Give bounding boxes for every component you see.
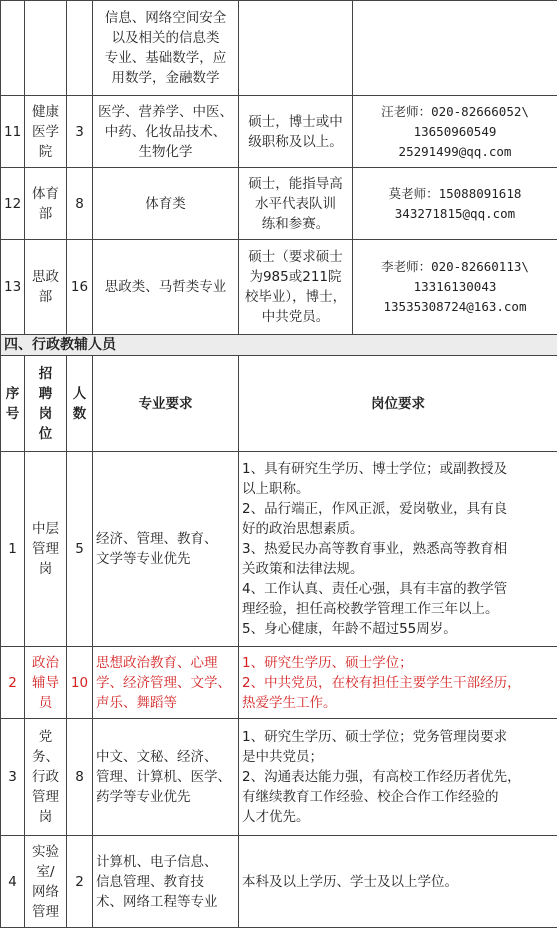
row-dept: 政治 辅导 员	[25, 647, 67, 719]
row-number: 4	[1, 836, 25, 928]
row-number: 12	[1, 168, 25, 240]
row-requirement: 硕士，能指导高 水平代表队训 练和参赛。	[239, 168, 353, 240]
row-contact: 李老师：020-82660113\ 13316130043 13535308724@163.com	[353, 240, 557, 335]
table-header-row	[1, 356, 557, 452]
row-contact: 莫老师：15088091618 343271815@qq.com	[353, 168, 557, 240]
row-dept: 思政 部	[25, 240, 67, 335]
row-major: 思政类、马哲类专业	[93, 240, 239, 335]
row-dept: 实验 室/ 网络 管理	[25, 836, 67, 928]
row-dept: 中层 管理 岗	[25, 452, 67, 647]
row-count: 16	[67, 240, 93, 335]
row-requirement: 1、具有研究生学历、博士学位；或副教授及 以上职称。 2、品行端正，作风正派，爱岗敬业，具有良 好的政治思想素质。 3、热爱民办高等教育事业，熟悉高等教育相 关政策和法律法规。 4、工作认真、责任心强，具有丰富的教学管 理经验，担任高校教学管理工作三年以上。 5、身心健康，年龄不超过55周岁。	[239, 452, 557, 647]
table-row	[1, 168, 557, 240]
row-dept: 健康 医学 院	[25, 96, 67, 168]
row-count	[67, 1, 93, 96]
row-dept: 体育 部	[25, 168, 67, 240]
table-row	[1, 1, 557, 96]
table-row	[1, 836, 557, 928]
table-row	[1, 96, 557, 168]
row-requirement: 1、研究生学历、硕士学位； 2、中共党员，在校有担任主要学生干部经历， 热爱学生工作。	[239, 647, 557, 719]
row-dept: 党 务、 行政 管理 岗	[25, 719, 67, 836]
row-major: 医学、营养学、中医、 中药、化妆品技术、 生物化学	[93, 96, 239, 168]
row-major: 信息、网络空间安全 以及相关的信息类 专业、基础数学，应 用数学，金融数学	[93, 1, 239, 96]
header-requirement: 岗位要求	[239, 356, 557, 452]
table-row	[1, 452, 557, 647]
table-row	[1, 240, 557, 335]
row-number: 11	[1, 96, 25, 168]
row-requirement: 硕士（要求硕士 为985或211院 校毕业），博士， 中共党员。	[239, 240, 353, 335]
row-count: 8	[67, 168, 93, 240]
header-number: 序 号	[1, 356, 25, 452]
section-title: 四、行政教辅人员	[1, 335, 557, 356]
row-number: 3	[1, 719, 25, 836]
row-count: 8	[67, 719, 93, 836]
table-row-highlighted	[1, 647, 557, 719]
header-count: 人 数	[67, 356, 93, 452]
row-major: 经济、管理、教育、 文学等专业优先	[93, 452, 239, 647]
row-count: 5	[67, 452, 93, 647]
row-requirement: 1、研究生学历、硕士学位；党务管理岗要求 是中共党员； 2、沟通表达能力强，有高校工作经历者优先， 有继续教育工作经验、校企合作工作经验的 人才优先。	[239, 719, 557, 836]
row-number: 2	[1, 647, 25, 719]
row-contact	[353, 1, 557, 96]
row-count: 3	[67, 96, 93, 168]
row-requirement: 本科及以上学历、学士及以上学位。	[239, 836, 557, 928]
row-major: 体育类	[93, 168, 239, 240]
row-number: 13	[1, 240, 25, 335]
row-requirement: 硕士，博士或中 级职称及以上。	[239, 96, 353, 168]
header-major: 专业要求	[93, 356, 239, 452]
row-contact: 汪老师：020-82666052\ 13650960549 25291499@qq.com	[353, 96, 557, 168]
row-count: 2	[67, 836, 93, 928]
row-requirement	[239, 1, 353, 96]
row-major: 思想政治教育、心理 学、经济管理、文学、 声乐、舞蹈等	[93, 647, 239, 719]
row-number: 1	[1, 452, 25, 647]
row-major: 中文、文秘、经济、 管理、计算机、医学、 药学等专业优先	[93, 719, 239, 836]
table-row	[1, 719, 557, 836]
row-major: 计算机、电子信息、 信息管理、教育技 术、网络工程等专业	[93, 836, 239, 928]
section-heading-row	[1, 335, 557, 356]
header-dept: 招 聘 岗 位	[25, 356, 67, 452]
row-number	[1, 1, 25, 96]
row-dept	[25, 1, 67, 96]
row-count: 10	[67, 647, 93, 719]
